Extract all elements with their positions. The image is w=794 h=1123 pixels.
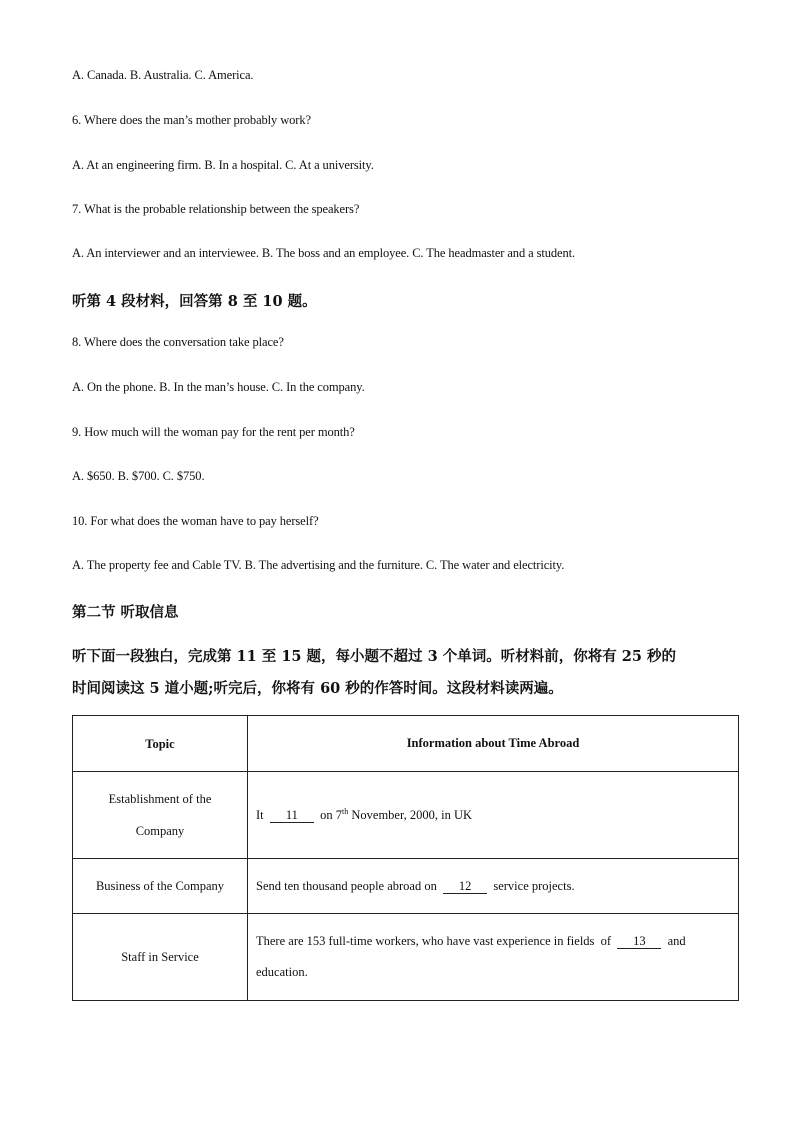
info-text: on 7: [313, 808, 343, 823]
answer-blank-13[interactable]: 13: [617, 934, 661, 949]
q7-question: 7. What is the probable relationship between the speakers?: [72, 202, 360, 216]
info-text: November, 2000, in UK: [348, 808, 473, 823]
header-topic: Topic: [73, 716, 248, 772]
q10-question: 10. For what does the woman have to pay herself?: [72, 514, 319, 528]
answer-blank-11[interactable]: 11: [270, 808, 314, 823]
info-text: education.: [256, 965, 308, 979]
q10-options: A. The property fee and Cable TV. B. The advertising and the furniture. C. The water and electricity.: [72, 558, 565, 572]
topic-cell: Business of the Company: [73, 859, 248, 914]
instructions-line-1: 听下面一段独白，完成第 11 至 15 题，每小题不超过 3 个单词。听材料前，你将有 25 秒的: [72, 648, 677, 665]
topic-cell: Staff in Service: [73, 914, 248, 1001]
q8-question: 8. Where does the conversation take place?: [72, 335, 284, 349]
ordinal-suffix: th: [342, 806, 349, 816]
table-row: [73, 859, 739, 914]
answer-blank-12[interactable]: 12: [443, 879, 487, 894]
q5-options: A. Canada. B. Australia. C. America.: [72, 68, 254, 82]
topic-text-line-2: Company: [135, 824, 185, 838]
q8-options: A. On the phone. B. In the man’s house. C. In the company.: [72, 380, 365, 394]
info-cell: [248, 914, 739, 1001]
info-cell: [248, 772, 739, 859]
q9-options: A. $650. B. $700. C. $750.: [72, 469, 205, 483]
table-row: [73, 772, 739, 859]
q6-question: 6. Where does the man’s mother probably work?: [72, 113, 311, 127]
topic-cell: [73, 772, 248, 859]
q7-options: A. An interviewer and an interviewee. B. The boss and an employee. C. The headmaster and a student.: [72, 246, 576, 260]
info-text: service projects.: [487, 878, 575, 893]
info-cell: [248, 859, 739, 914]
part2-heading: 第二节 听取信息: [72, 604, 179, 621]
table-header-row: [73, 716, 739, 772]
info-text: Send ten thousand people abroad on: [256, 878, 444, 893]
q6-options: A. At an engineering firm. B. In a hospital. C. At a university.: [72, 158, 374, 172]
info-text: It: [256, 808, 270, 823]
info-table: [72, 715, 739, 1001]
header-information: Information about Time Abroad: [248, 716, 739, 772]
section4-heading: 听第 4 段材料，回答第 8 至 10 题。: [72, 293, 317, 310]
info-text: There are 153 full-time workers, who have vast experience in fields of: [256, 934, 618, 948]
topic-text-line-1: Establishment of the: [108, 792, 212, 806]
info-text: and: [661, 934, 686, 948]
q9-question: 9. How much will the woman pay for the rent per month?: [72, 425, 355, 439]
table-row: [73, 914, 739, 1001]
instructions-line-2: 时间阅读这 5 道小题;听完后，你将有 60 秒的作答时间。这段材料读两遍。: [72, 680, 563, 697]
